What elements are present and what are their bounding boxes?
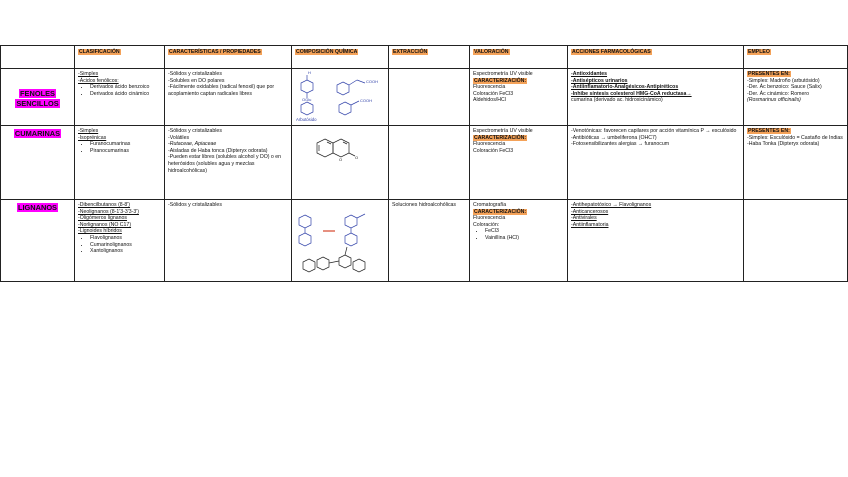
header-row	[1, 46, 848, 69]
lignanos-caracteristicas: -Sólidos y cristalizables	[165, 200, 292, 282]
lignanos-composicion	[292, 200, 389, 282]
fenoles-extraccion	[389, 69, 470, 126]
row-label-fenoles: FENOLES SENCILLOS	[1, 69, 75, 126]
fenoles-clasificacion: -Simples -Ácidos fenólicos: • Derivados ácido benzoico • Derivados ácido cinámico	[75, 69, 165, 126]
table-row-lignanos	[1, 200, 848, 282]
list-item: • Vainillina (HCl)	[485, 235, 564, 242]
svg-text:COOH: COOH	[360, 98, 372, 103]
coumarin-structure-image	[293, 127, 383, 171]
cumarinas-valoracion: Espectrometría UV visible CARACTERIZACIÓN: Fluorescencia Coloración FeCl3	[470, 126, 568, 200]
list-item: • Furanocumarinas	[90, 141, 161, 148]
header-valoracion: VALORACIÓN	[470, 46, 568, 69]
summary-table	[0, 45, 848, 282]
list-item: • Derivados ácido cinámico	[90, 91, 161, 98]
svg-text:COOH: COOH	[366, 79, 378, 84]
fenoles-acciones: -Antioxidantes -Antisépticos urinarios -Antiinflamatorio-Analgésicos-Antipiréticos -Inhibe síntesis colesterol HMG-CoA reductasa→ cumarina (derivado ac. hidroxicinámico)	[568, 69, 744, 126]
fenoles-composicion	[292, 69, 389, 126]
header-acciones: ACCIONES FARMACOLÓGICAS	[568, 46, 744, 69]
list-item: • Xantolignanos	[90, 248, 161, 255]
row-label-lignanos: LIGNANOS	[1, 200, 75, 282]
cumarinas-empleo: PRESENTES EN: -Simples: Esculósido = Castaño de Indias -Haba Tonka (Dipteryx odorata)	[744, 126, 848, 200]
svg-text:O: O	[339, 157, 343, 162]
cumarinas-clasificacion: -Simples -Isoprénicas • Furanocumarinas • Piranocumarinas	[75, 126, 165, 200]
fenoles-caracteristicas: -Sólidos y cristalizables -Solubles en DO polares -Fácilmente oxidables (radical fenoxil) que por acoplamiento captan radicales libres	[165, 69, 292, 126]
header-composicion: COMPOSICIÓN QUÍMICA	[292, 46, 389, 69]
cumarinas-caracteristicas: -Sólidos y cristalizables -Volátiles -Rutaceae, Apiaceae -Aisladas de Haba tonca (Dipteryx odorata) -Pueden estar libres (solubles alcohol y DO) o en heterósidos (solubles agua y mezclas hidroalcohólicas)	[165, 126, 292, 200]
list-item: • Piranocumarinas	[90, 148, 161, 155]
header-clasificacion: CLASIFICACIÓN	[75, 46, 165, 69]
phenol-structures-image	[293, 70, 383, 124]
header-corner	[1, 46, 75, 69]
arbutosido-caption: Arbutósido	[296, 117, 317, 122]
row-label-cumarinas: CUMARINAS	[1, 126, 75, 200]
lignanos-extraccion: Soluciones hidroalcohólicas	[389, 200, 470, 282]
lignanos-valoracion: Cromatografía CARACTERIZACIÓN: Fluorescencia Coloración: • FeCl3 • Vainillina (HCl)	[470, 200, 568, 282]
svg-text:OGlu: OGlu	[302, 97, 312, 102]
header-extraccion: EXTRACCIÓN	[389, 46, 470, 69]
lignan-structures-image	[293, 201, 383, 279]
svg-text:O: O	[355, 155, 359, 160]
list-item: • Flavolignanos	[90, 235, 161, 242]
cumarinas-acciones: -Venotónicas: favorecen capilares por acción vitamínica P → esculósido -Antibióticas → umbeliferona (OHC7) -Fotosensibilizantes alergias → furanocum	[568, 126, 744, 200]
cumarinas-extraccion	[389, 126, 470, 200]
cumarinas-composicion	[292, 126, 389, 200]
header-caracteristicas: CARACTERÍSTICAS / PROPIEDADES	[165, 46, 292, 69]
fenoles-valoracion: Espectrometría UV visible CARACTERIZACIÓN: Fluorescencia Coloración FeCl3 Aldehidos/HCl	[470, 69, 568, 126]
lignanos-clasificacion: -Dibencilbutanos (8-8') -Neolignanos (8-1'3-3'3-3') -Oligómeros lignanos -Norlignanos (NO C17) -Lignoides híbridos • Flavolignanos • Cumarinolignanos • Xantolignanos	[75, 200, 165, 282]
fenoles-empleo: PRESENTES EN: -Simples: Madroño (arbutósido) -Der. Ác benzoico: Sauce (Salix) -Der. Ác cinámico: Romero (Rosmarinus officinalis)	[744, 69, 848, 126]
list-item: • Derivados ácido benzoico	[90, 84, 161, 91]
lignanos-empleo	[744, 200, 848, 282]
table-row-cumarinas	[1, 126, 848, 200]
lignanos-acciones: -Antihepatotóxico → Flavolignanos -Anticancerosos -Antivirales -Antiinflamatoria	[568, 200, 744, 282]
list-item: • FeCl3	[485, 228, 564, 235]
header-empleo: EMPLEO	[744, 46, 848, 69]
table-row-fenoles	[1, 69, 848, 126]
list-item: • Cumarinolignanos	[90, 242, 161, 249]
svg-text:H: H	[308, 70, 311, 75]
